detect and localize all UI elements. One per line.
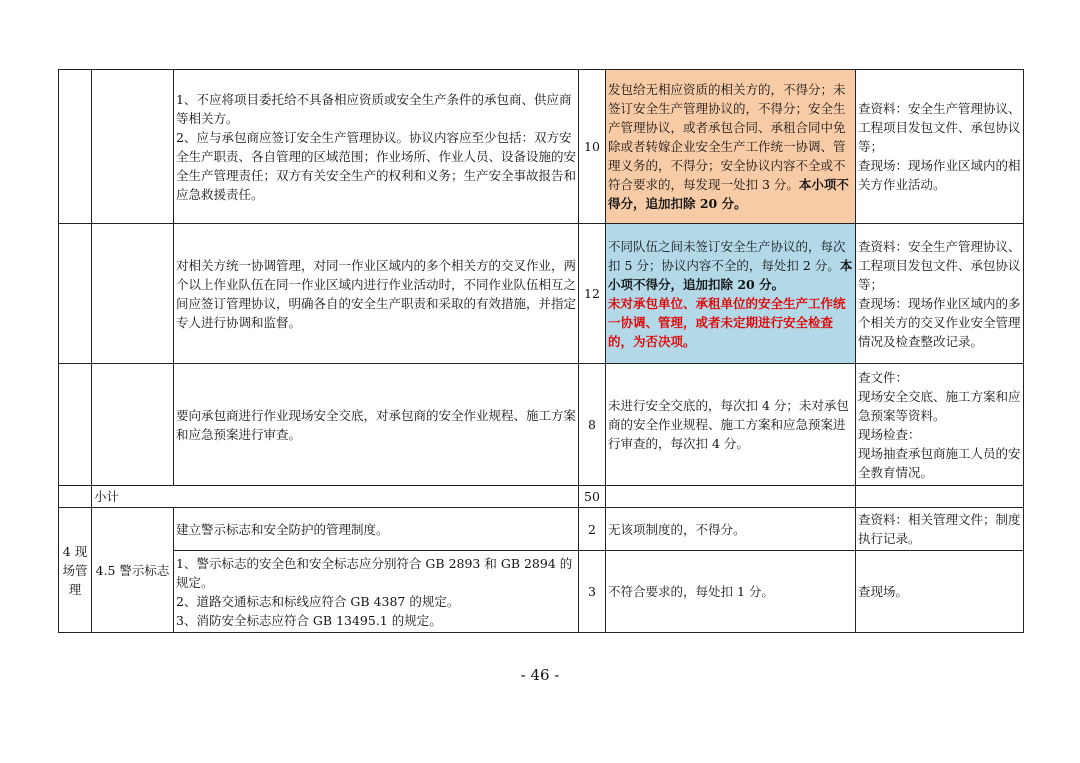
criteria-bold-text: 本小项不得分，追加扣除 20 分。: [608, 257, 853, 292]
method-cell: [856, 486, 1024, 508]
evaluation-table: [58, 69, 1024, 633]
score-cell: 2: [579, 508, 606, 551]
requirement-cell: 建立警示标志和安全防护的管理制度。: [174, 508, 579, 551]
item-cell: [92, 70, 174, 224]
method-cell: 查资料：相关管理文件；制度执行记录。: [856, 508, 1024, 551]
subtotal-score: 50: [579, 486, 606, 508]
requirement-cell: 1、不应将项目委托给不具备相应资质或安全生产条件的承包商、供应商等相关方。 2、应与承包商应签订安全生产管理协议。协议内容应至少包括：双方安全生产职责、各自管理的区域范围；作业场所、作业人员、设备设施的安全生产管理责任；双方有关安全生产的权利和义务；生产安全事故报告和应急救援责任。: [174, 70, 579, 224]
score-cell: 3: [579, 551, 606, 633]
criteria-text: 发包给无相应资质的相关方的，不得分；未签订安全生产管理协议的，不得分；安全生产管理协议，或者承包合同、承租合同中免除或者转嫁企业安全生产工作统一协调、管理义务的，不得分；安全协议内容不全或不符合要求的，每发现一处扣 3 分。: [608, 82, 846, 192]
method-cell: 查文件： 现场安全交底、施工方案和应急预案等资料。 现场检查： 现场抽查承包商施工人员的安全教育情况。: [856, 364, 1024, 486]
category-cell: [59, 224, 92, 364]
criteria-cell: 未进行安全交底的，每次扣 4 分；未对承包商的安全作业规程、施工方案和应急预案进行审查的，每次扣 4 分。: [606, 364, 856, 486]
table-row: [59, 364, 1024, 486]
item-cell: [92, 224, 174, 364]
page-number: - 46 -: [520, 666, 560, 684]
score-cell: 12: [579, 224, 606, 364]
method-cell: 查资料：安全生产管理协议、工程项目发包文件、承包协议等； 查现场：现场作业区域内的多个相关方的交叉作业安全管理情况及检查整改记录。: [856, 224, 1024, 364]
criteria-text: 不同队伍之间未签订安全生产协议的，每次扣 5 分；协议内容不全的，每处扣 2 分。: [608, 238, 846, 273]
method-cell: 查现场。: [856, 551, 1024, 633]
table-row: [59, 224, 1024, 364]
veto-text: 未对承包单位、承租单位的安全生产工作统一协调、管理，或者未定期进行安全检查的，为否决项。: [608, 295, 846, 349]
criteria-cell: [606, 70, 856, 224]
method-cell: 查资料：安全生产管理协议、工程项目发包文件、承包协议等； 查现场：现场作业区域内的相关方作业活动。: [856, 70, 1024, 224]
category-cell: 4 现场管理: [59, 508, 92, 633]
criteria-bold-text: 本小项不得分，追加扣除 20 分。: [608, 177, 849, 211]
requirement-cell: 要向承包商进行作业现场安全交底，对承包商的安全作业规程、施工方案和应急预案进行审查。: [174, 364, 579, 486]
score-cell: 8: [579, 364, 606, 486]
subtotal-label: 小计: [92, 486, 579, 508]
table-row: [59, 70, 1024, 224]
requirement-cell: 对相关方统一协调管理，对同一作业区域内的多个相关方的交叉作业，两个以上作业队伍在同一作业区域内进行作业活动时，不同作业队伍相互之间应签订管理协议，明确各自的安全生产职责和采取的有效措施，并指定专人进行协调和监督。: [174, 224, 579, 364]
category-cell: [59, 70, 92, 224]
criteria-cell: [606, 224, 856, 364]
criteria-cell: [606, 486, 856, 508]
category-cell: [59, 486, 92, 508]
table-row: [59, 508, 1024, 551]
requirement-cell: 1、警示标志的安全色和安全标志应分别符合 GB 2893 和 GB 2894 的规定。 2、道路交通标志和标线应符合 GB 4387 的规定。 3、消防安全标志应符合 GB 13495.1 的规定。: [174, 551, 579, 633]
score-cell: 10: [579, 70, 606, 224]
table-row: [59, 551, 1024, 633]
criteria-cell: 无该项制度的，不得分。: [606, 508, 856, 551]
category-cell: [59, 364, 92, 486]
item-cell: 4.5 警示标志: [92, 508, 174, 633]
criteria-cell: 不符合要求的，每处扣 1 分。: [606, 551, 856, 633]
item-cell: [92, 364, 174, 486]
subtotal-row: [59, 486, 1024, 508]
